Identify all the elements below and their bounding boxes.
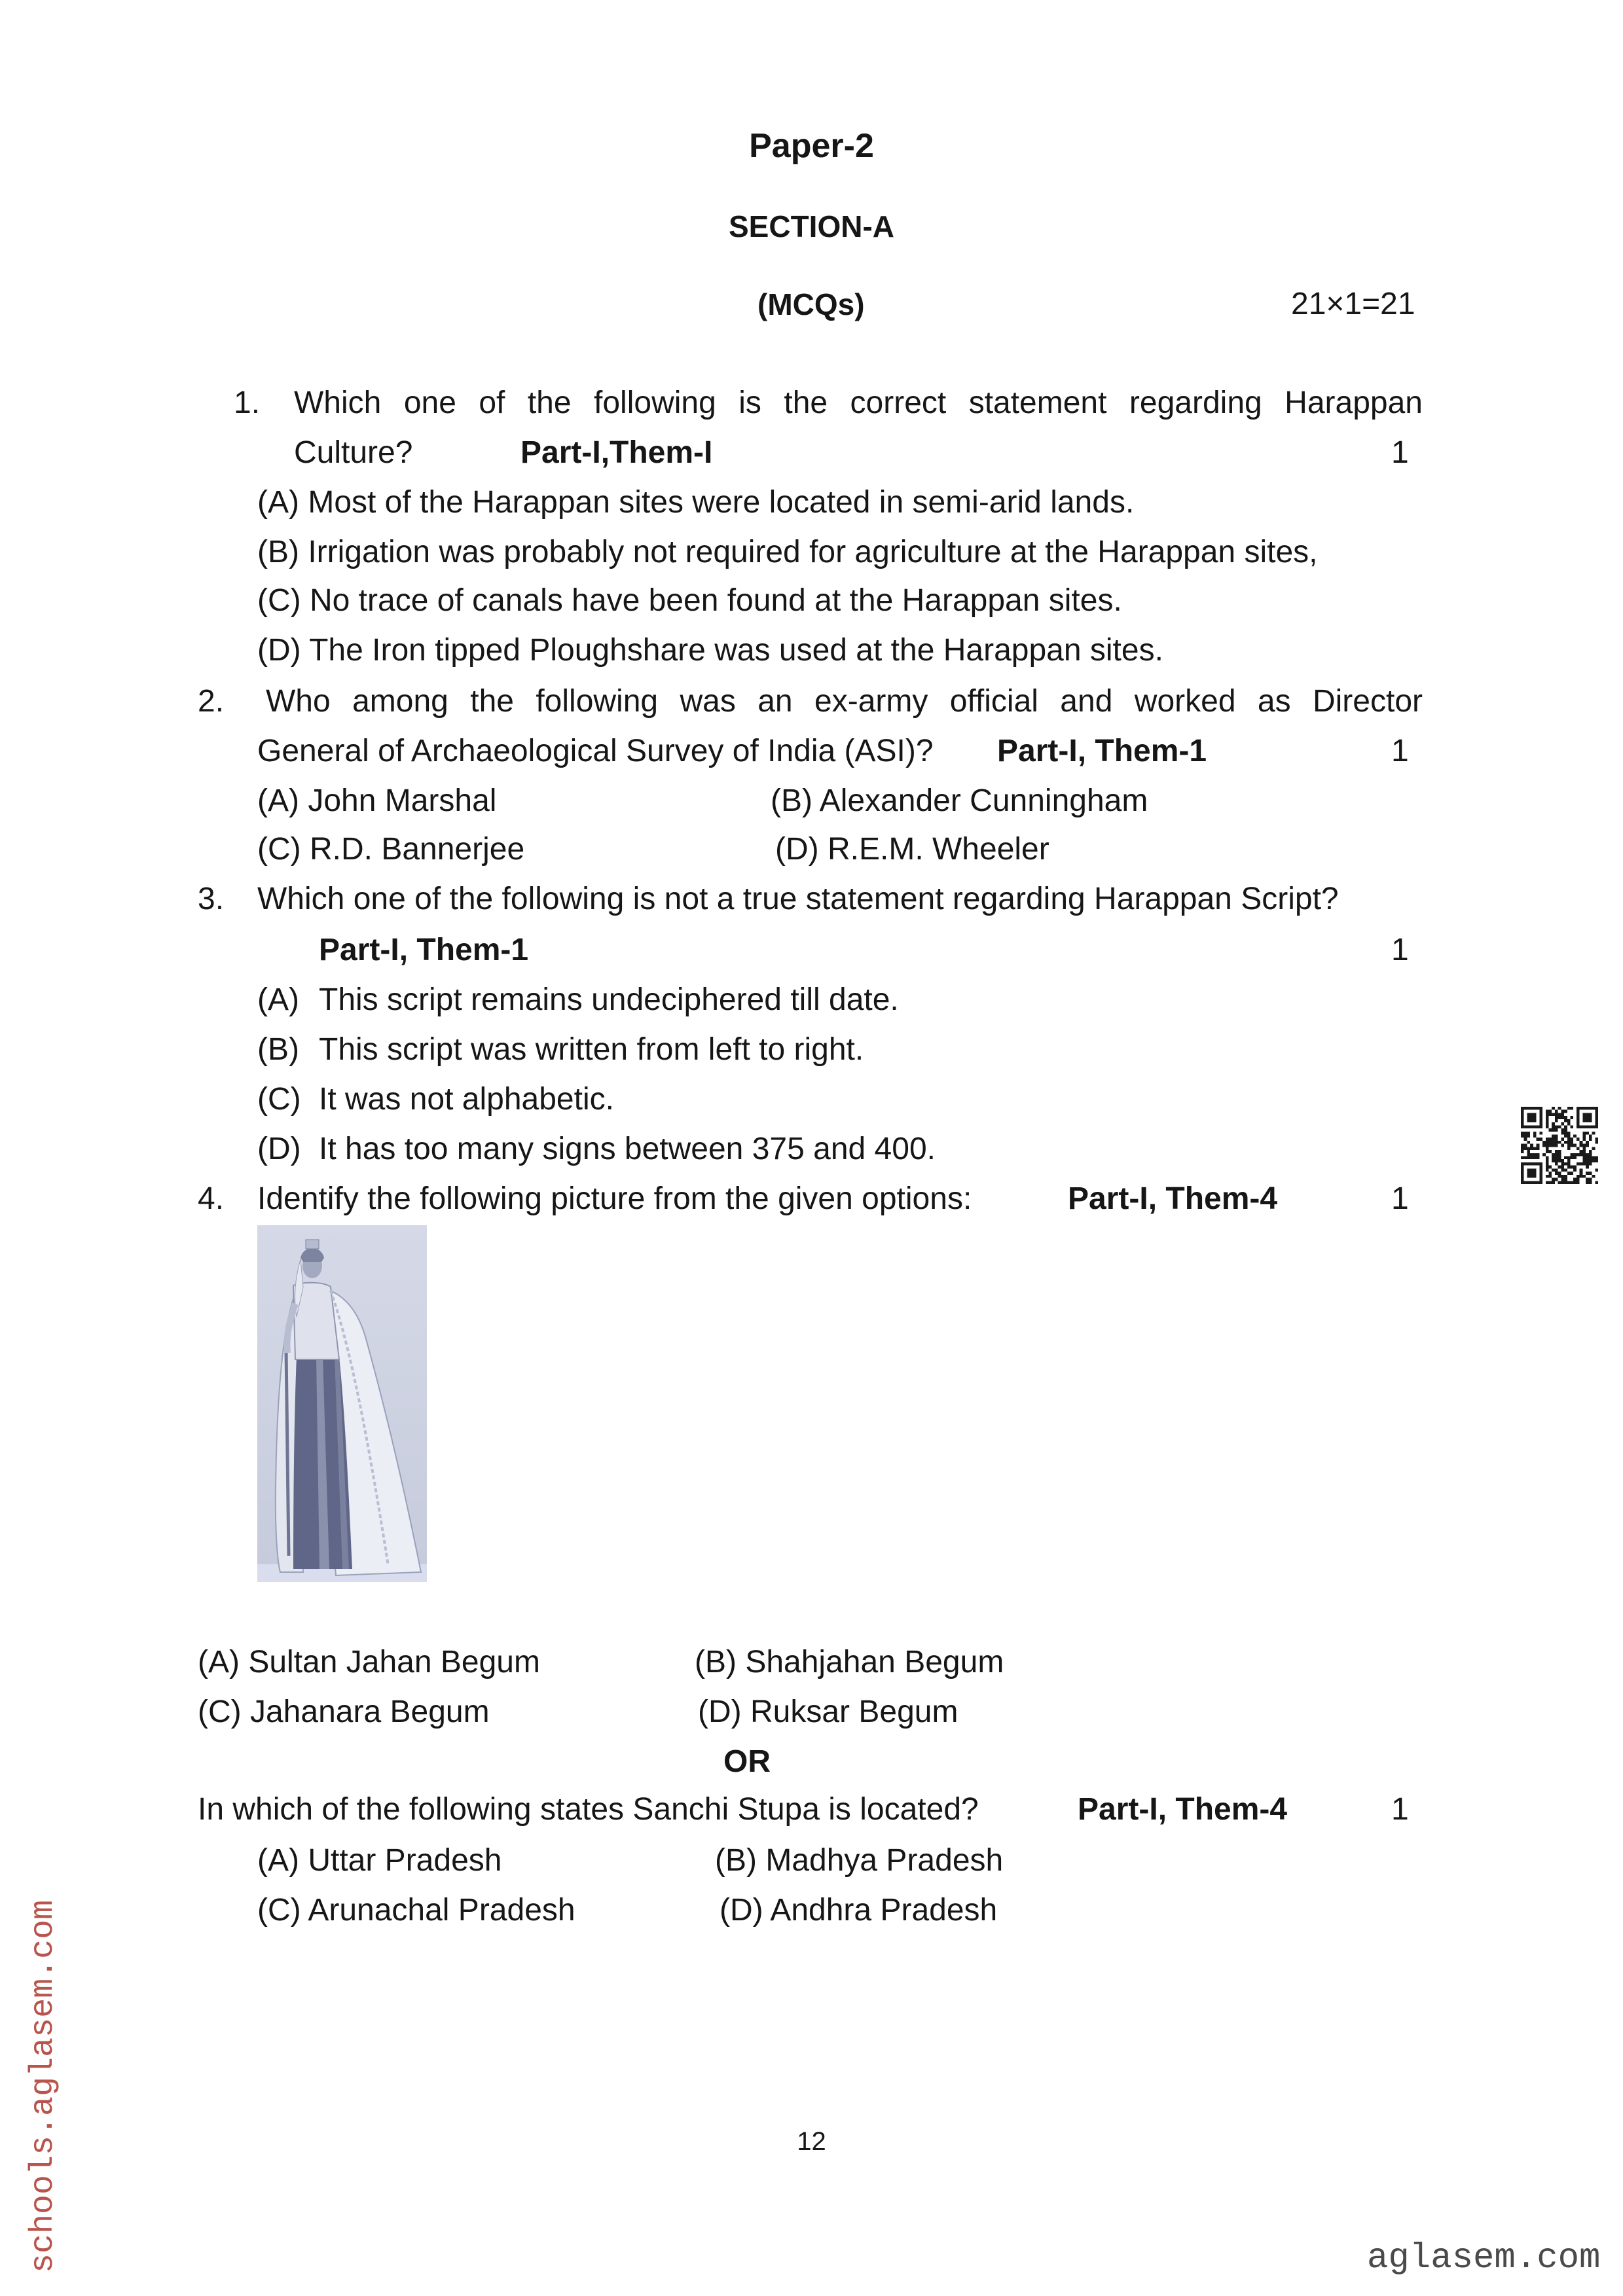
qr-code <box>1521 1107 1598 1184</box>
option-label: (A) <box>198 1645 240 1679</box>
question-text-line: Who among the following was an ex-army official and worked as Director <box>266 684 1423 719</box>
question-number: 4. <box>198 1181 225 1216</box>
question-tag: Part-I, Them-1 <box>997 734 1207 768</box>
option-label: (A) <box>257 982 299 1017</box>
question-text-line: In which of the following states Sanchi Stupa is located? <box>198 1792 979 1827</box>
option-label: (D) <box>257 633 301 668</box>
option-text: Shahjahan Begum <box>745 1645 1004 1679</box>
question-text-line: Which one of the following is the correct statement regarding Harappan <box>294 386 1423 420</box>
option-b <box>695 1638 1004 1687</box>
question-tag: Part-I, Them-4 <box>1068 1181 1278 1216</box>
option-label: (B) <box>257 1032 299 1067</box>
section-type: (MCQs) <box>757 287 865 321</box>
option-b <box>257 528 1318 577</box>
option-label: (C) <box>257 832 301 867</box>
option-d <box>698 1687 958 1737</box>
option-text: This script was written from left to right. <box>319 1032 864 1067</box>
option-a <box>198 1638 540 1687</box>
option-d <box>775 825 1049 874</box>
section-title: SECTION-A <box>729 209 894 243</box>
corner-watermark: aglasem.com <box>1367 2238 1601 2278</box>
option-text: Most of the Harappan sites were located in semi-arid lands. <box>308 485 1135 520</box>
option-c <box>257 576 1122 626</box>
option-text: It has too many signs between 375 and 400. <box>319 1132 936 1166</box>
or-separator: OR <box>723 1744 771 1779</box>
option-label: (D) <box>775 832 819 867</box>
option-label: (B) <box>695 1645 737 1679</box>
question-marks: 1 <box>1391 1181 1409 1216</box>
question-text-line: General of Archaeological Survey of India (ASI)? <box>257 734 934 768</box>
option-text: Ruksar Begum <box>750 1695 958 1729</box>
option-a <box>257 1836 501 1886</box>
question-text-line: Which one of the following is not a true statement regarding Harappan Script? <box>257 882 1339 916</box>
portrait-photo <box>257 1225 427 1582</box>
question-text-line: Identify the following picture from the given options: <box>257 1181 972 1216</box>
option-text: The Iron tipped Ploughshare was used at the Harappan sites. <box>309 633 1163 668</box>
option-text: Sultan Jahan Begum <box>248 1645 540 1679</box>
option-a <box>257 975 899 1025</box>
option-label: (B) <box>257 535 299 569</box>
option-a <box>257 776 496 826</box>
option-c <box>257 1886 575 1935</box>
option-label: (A) <box>257 485 299 520</box>
question-number: 1. <box>234 386 261 420</box>
option-label: (B) <box>715 1843 757 1878</box>
question-marks: 1 <box>1391 734 1409 768</box>
option-c <box>198 1687 490 1737</box>
option-label: (C) <box>257 1082 301 1117</box>
option-b <box>771 776 1148 826</box>
option-d <box>720 1886 997 1935</box>
option-label: (D) <box>257 1132 301 1166</box>
question-tag: Part-I, Them-4 <box>1078 1792 1288 1827</box>
question-marks: 1 <box>1391 1792 1409 1827</box>
question-tag: Part-I, Them-1 <box>319 933 529 967</box>
question-marks: 1 <box>1391 933 1409 967</box>
option-b <box>715 1836 1003 1886</box>
option-text: R.D. Bannerjee <box>309 832 525 867</box>
question-marks: 1 <box>1391 435 1409 470</box>
option-text: Madhya Pradesh <box>765 1843 1004 1878</box>
paper-title: Paper-2 <box>749 127 874 165</box>
option-label: (B) <box>771 783 812 818</box>
option-text: No trace of canals have been found at the Harappan sites. <box>309 583 1122 618</box>
option-label: (C) <box>257 1893 301 1928</box>
option-text: Andhra Pradesh <box>770 1893 998 1928</box>
option-text: Arunachal Pradesh <box>308 1893 575 1928</box>
option-text: Alexander Cunningham <box>819 783 1148 818</box>
option-label: (A) <box>257 783 299 818</box>
question-tag: Part-I,Them-I <box>520 435 713 470</box>
option-label: (C) <box>257 583 301 618</box>
question-number: 2. <box>198 684 225 719</box>
option-text: Uttar Pradesh <box>308 1843 502 1878</box>
option-text: John Marshal <box>308 783 497 818</box>
option-text: Jahanara Begum <box>249 1695 490 1729</box>
option-a <box>257 478 1134 528</box>
option-label: (C) <box>198 1695 242 1729</box>
option-text: This script remains undeciphered till date. <box>319 982 899 1017</box>
marks-scheme: 21×1=21 <box>1291 287 1415 321</box>
option-text: Irrigation was probably not required for agriculture at the Harappan sites, <box>308 535 1318 569</box>
question-number: 3. <box>198 882 225 916</box>
option-d <box>257 626 1163 675</box>
option-d <box>257 1124 936 1174</box>
option-text: It was not alphabetic. <box>319 1082 614 1117</box>
option-c <box>257 825 524 874</box>
option-label: (D) <box>720 1893 763 1928</box>
side-watermark: schools.aglasem.com <box>25 1899 62 2273</box>
page-number: 12 <box>797 2127 826 2156</box>
option-c <box>257 1075 614 1124</box>
option-b <box>257 1025 864 1075</box>
question-text-line: Culture? <box>294 435 413 470</box>
option-label: (D) <box>698 1695 742 1729</box>
option-label: (A) <box>257 1843 299 1878</box>
option-text: R.E.M. Wheeler <box>827 832 1049 867</box>
